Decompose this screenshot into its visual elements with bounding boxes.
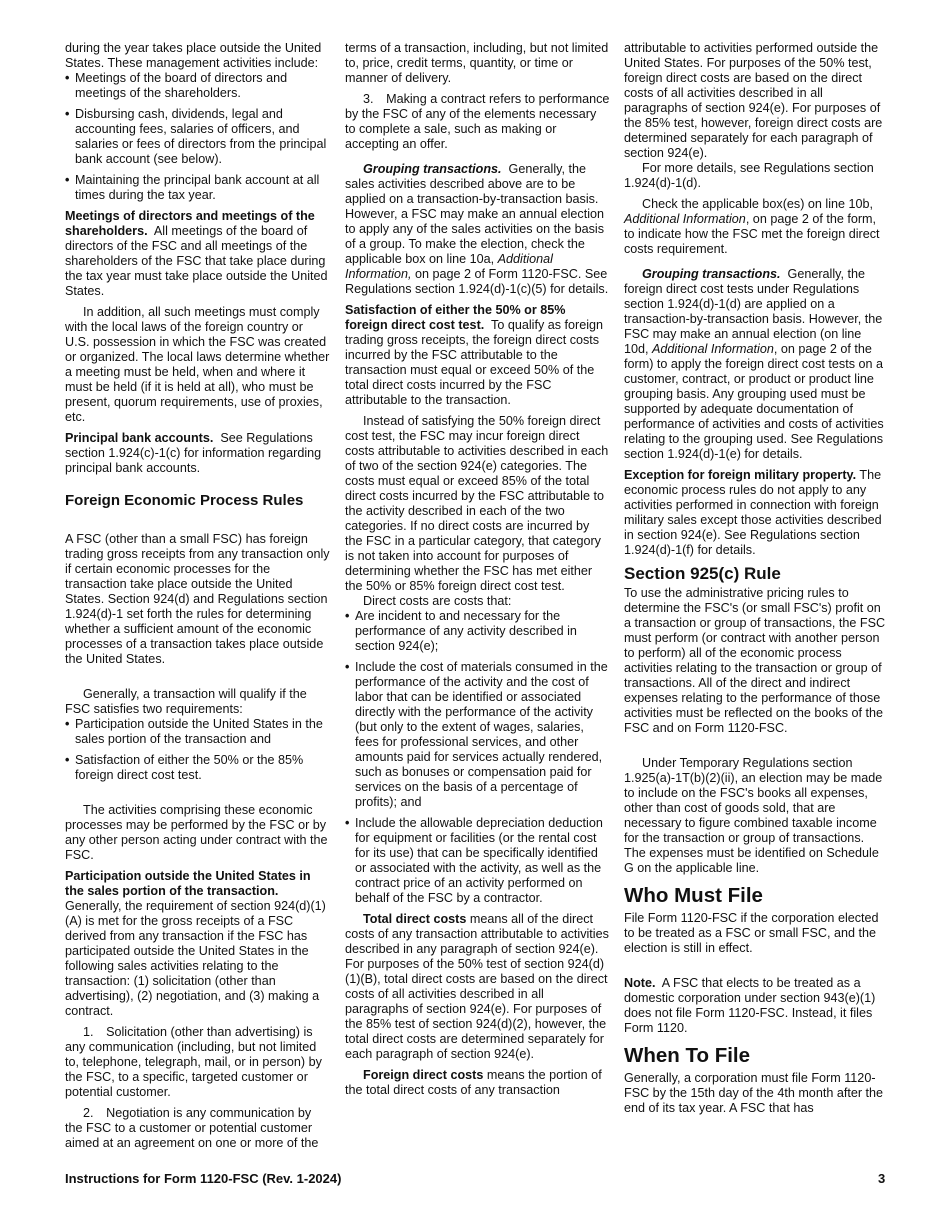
participation-paragraph bbox=[65, 869, 330, 1019]
grouping-text-2: , on page 2 of the form) to apply the foreign direct cost tests on a customer, contract, or product or product line grouping basis. Any grouping used must be supported by adequate documentation of performance of activities and costs of activities relating to the grouping used. See Regulations section 1.924(d)-1(e) for details. bbox=[624, 342, 884, 461]
grouping-paragraph bbox=[345, 162, 610, 297]
bullet-item: • Are incident to and necessary for the performance of any activity described in section 924(e); bbox=[345, 609, 610, 654]
section-heading-foreign-economic-process: Foreign Economic Process Rules bbox=[65, 492, 304, 509]
column-3 bbox=[624, 41, 889, 1122]
grouping-italic: Additional Information bbox=[652, 342, 774, 356]
column-2 bbox=[345, 41, 610, 1104]
section-heading-who-must-file: Who Must File bbox=[624, 884, 763, 907]
paragraph: To use the administrative pricing rules to determine the FSC's (or small FSC's) profit on a transaction or group of transactions, the FSC must perform (or contract with another person to perform) all of the economic process activities relating to the transaction or group of transactions. All of the direct and indirect expenses relating to the performance of those activities must be reflected on the books of the FSC and on Form 1120-FSC. bbox=[624, 586, 886, 735]
participation-heading: Participation outside the United States in the sales portion of the transaction. bbox=[65, 869, 311, 898]
grouping-text: Generally, the sales activities described above are to be applied on a transaction-by-transaction basis. However, a FSC may make an annual election to apply any of the sales activities on the basis of a group. To make the election, check the applicable box on line 10a, bbox=[345, 162, 605, 266]
foreign-direct-costs-heading: Foreign direct costs bbox=[363, 1068, 484, 1082]
grouping-italic: Additional Information, bbox=[345, 252, 553, 281]
satisfaction-paragraph bbox=[345, 303, 610, 408]
paragraph: terms of a transaction, including, but not limited to, price, credit terms, quantity, or time or manner of delivery. bbox=[345, 41, 609, 85]
numbered-item: 3. Making a contract refers to performance by the FSC of any of the elements necessary to complete a sale, such as making or accepting an offer. bbox=[345, 92, 610, 151]
bullet-item: • Include the allowable depreciation deduction for equipment or facilities (or the rental cost for its use) that can be specifically identified or associated with the activity, as well as the contract price of an activity performed on behalf of the FSC by a contractor. bbox=[345, 816, 610, 906]
bullet-item: • Include the cost of materials consumed in the performance of the activity and the cost of labor that can be identified or associated directly with the performance of the activity (but only to the extent of wages, salaries, fees for professional services, and other amounts paid for services actually rendered, such as bonuses or compensation paid for services on the basis of a percentage of profits); and bbox=[345, 660, 610, 810]
bank-heading: Principal bank accounts. bbox=[65, 431, 214, 445]
exception-paragraph bbox=[624, 468, 889, 558]
spacer bbox=[624, 962, 889, 976]
paragraph: Under Temporary Regulations section 1.925(a)-1T(b)(2)(ii), an election may be made to include on the FSC's books all expenses, other than cost of goods sold, that are necessary to figure combined taxable income for the transaction or group of transactions. The expenses must be identified on Schedule G on the applicable line. bbox=[624, 756, 883, 875]
grouping-heading: Grouping transactions. bbox=[642, 267, 781, 281]
exception-heading: Exception for foreign military property. bbox=[624, 468, 857, 482]
spacer bbox=[65, 789, 330, 803]
section-heading-925c: Section 925(c) Rule bbox=[624, 564, 781, 583]
check-italic: Additional Information bbox=[624, 212, 746, 226]
grouping-text-2: on page 2 of Form 1120-FSC. See Regulations section 1.924(d)-1(c)(5) for details. bbox=[345, 267, 609, 296]
satisfaction-text: To qualify as foreign trading gross receipts, the foreign direct costs incurred by the FSC attributable to the transaction must equal or exceed 50% of the total direct costs incurred by the FSC attributable to the transaction. bbox=[345, 318, 604, 407]
check-text-2: , on page 2 of the form, to indicate how the FSC met the foreign direct costs requirement. bbox=[624, 212, 880, 256]
note-text: A FSC that elects to be treated as a domestic corporation under section 943(e)(1) does not file Form 1120-FSC. Instead, it files Form 1120. bbox=[624, 976, 876, 1035]
paragraph: The activities comprising these economic processes may be performed by the FSC or by any other person acting under contract with the FSC. bbox=[65, 803, 328, 862]
check-text: Check the applicable box(es) on line 10b, bbox=[642, 197, 874, 211]
check-box-paragraph bbox=[624, 197, 889, 257]
paragraph: Generally, a corporation must file Form 1120-FSC by the 15th day of the 4th month after the end of its tax year. A FSC that has bbox=[624, 1071, 884, 1115]
paragraph: For more details, see Regulations section 1.924(d)-1(d). bbox=[624, 161, 874, 190]
satisfaction-heading: Satisfaction of either the 50% or 85% foreign direct cost test. bbox=[345, 303, 566, 332]
paragraph: during the year takes place outside the United States. These management activities include: bbox=[65, 41, 322, 70]
paragraph: In addition, all such meetings must comply with the local laws of the foreign country or U.S. possession in which the FSC was created or organized. The local laws determine whether a meeting must be held, when and where it must be held (if it is held at all), who must be present, quorum requirements, use of proxies, etc. bbox=[65, 305, 330, 424]
foreign-direct-costs-text: means the portion of the total direct costs of any transaction bbox=[345, 1068, 602, 1097]
grouping-text: Generally, the foreign direct cost tests under Regulations section 1.924(d)-1(d) are applied on a transaction-by-transaction basis. However, the FSC may make an annual election (on line 10d, bbox=[624, 267, 883, 356]
numbered-item: 1. Solicitation (other than advertising) is any communication (including, but not limited to, telephone, telegraph, mail, or in person) by the FSC, to a specific, targeted customer or potential customer. bbox=[65, 1025, 322, 1099]
column-1 bbox=[65, 41, 330, 1157]
total-direct-costs-paragraph bbox=[345, 912, 610, 1062]
paragraph: attributable to activities performed outside the United States. For purposes of the 50% test, foreign direct costs are based on the direct costs of all activities described in all paragraphs of section 924(e). For purposes of the 85% test, however, foreign direct costs are determined separately for each paragraph of section 924(e). bbox=[624, 41, 883, 160]
exception-text: The economic process rules do not apply to any activities performed in connection with foreign military sales except those activities described in section 924(e). See Regulations section 1.924(d)-1(f) for details. bbox=[624, 468, 882, 557]
meetings-text: All meetings of the board of directors of the FSC and all meetings of the shareholders of the FSC that take place during the tax year must take place outside the United States. bbox=[65, 224, 328, 298]
bullet-item: • Participation outside the United States in the sales portion of the transaction and bbox=[65, 717, 330, 747]
foreign-direct-costs-paragraph bbox=[345, 1068, 610, 1098]
note-paragraph bbox=[624, 976, 889, 1036]
bullet-item: • Disbursing cash, dividends, legal and accounting fees, salaries of officers, and salaries or fees of directors from the principal bank account (see below). bbox=[65, 107, 330, 167]
numbered-item: 2. Negotiation is any communication by the FSC to a customer or potential customer aimed at an agreement on one or more of the bbox=[65, 1106, 319, 1150]
paragraph: A FSC (other than a small FSC) has foreign trading gross receipts from any transaction only if certain economic processes for the transaction take place outside the United States. Section 924(d) and Regulations section 1.924(d)-1 set forth the rules for determining whether a sufficient amount of the economic processes of a transaction takes place outside the United States. bbox=[65, 532, 330, 666]
grouping-paragraph bbox=[624, 267, 889, 462]
paragraph: Instead of satisfying the 50% foreign direct cost test, the FSC may incur foreign direct costs attributable to activities described in each of two of the section 924(e) categories. The costs must equal or exceed 85% of the total direct costs incurred by the FSC attributable to the activity described in each of the two categories. If no direct costs are incurred by the FSC in a particular category, that category is not taken into account for purposes of determining whether the FSC has met either the 50% or 85% foreign direct cost test. bbox=[345, 414, 609, 593]
bullet-item: • Maintaining the principal bank account at all times during the tax year. bbox=[65, 173, 330, 203]
footer-page-number: 3 bbox=[878, 1171, 886, 1186]
total-direct-costs-heading: Total direct costs bbox=[363, 912, 467, 926]
paragraph: File Form 1120-FSC if the corporation elected to be treated as a FSC or small FSC, and the election is still in effect. bbox=[624, 911, 879, 955]
bullet-item: • Satisfaction of either the 50% or the 85% foreign direct cost test. bbox=[65, 753, 330, 783]
paragraph: Direct costs are costs that: bbox=[363, 594, 512, 608]
section-heading-when-to-file: When To File bbox=[624, 1044, 751, 1067]
spacer bbox=[65, 673, 330, 687]
bullet-item: • Meetings of the board of directors and meetings of the shareholders. bbox=[65, 71, 330, 101]
paragraph: Generally, a transaction will qualify if the FSC satisfies two requirements: bbox=[65, 687, 307, 716]
spacer bbox=[624, 742, 889, 756]
footer-form-title: Instructions for Form 1120-FSC (Rev. 1-2024) bbox=[65, 1171, 342, 1186]
meetings-heading: Meetings of directors and meetings of the shareholders. bbox=[65, 209, 315, 238]
bank-paragraph bbox=[65, 431, 330, 476]
note-heading: Note. bbox=[624, 976, 656, 990]
bank-text: See Regulations section 1.924(c)-1(c) for information regarding principal bank accounts. bbox=[65, 431, 322, 475]
participation-text: Generally, the requirement of section 924(d)(1)(A) is met for the gross receipts of a FSC derived from any transaction if the FSC has participated outside the United States in the following sales activities relating to the transaction: (1) solicitation (other than advertising), (2) negotiation, and (3) making a contract. bbox=[65, 899, 326, 1018]
meetings-paragraph bbox=[65, 209, 330, 299]
grouping-heading: Grouping transactions. bbox=[363, 162, 502, 176]
total-direct-costs-text: means all of the direct costs of any transaction attributable to activities described in any paragraph of section 924(e). For purposes of the 50% test of section 924(d)(1)(B), total direct costs are based on the direct costs of all activities described in all paragraphs of section 924(e). For purposes of the 85% test of section 924(d)(2), however, the total direct costs are determined separately for each paragraph of section 924(e). bbox=[345, 912, 609, 1061]
